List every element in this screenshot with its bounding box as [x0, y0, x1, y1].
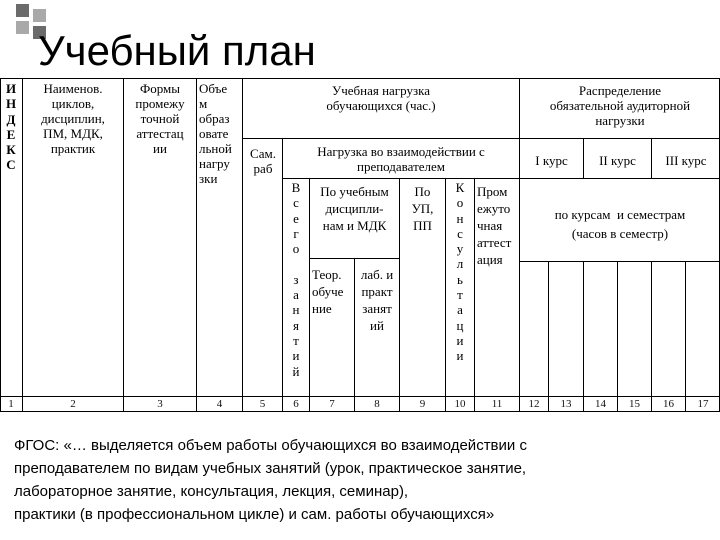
header-by-subjects: По учебным дисципли- нам и МДК — [320, 184, 389, 233]
column-number: 5 — [259, 398, 266, 410]
header-course-1: I курс — [535, 153, 568, 168]
slide-title: Учебный план — [38, 27, 316, 74]
header-interim-attestation: Пром ежуто чная аттест ация — [477, 184, 512, 267]
column-number: 14 — [595, 398, 606, 410]
column-number: 2 — [70, 398, 76, 410]
column-number: 13 — [560, 398, 572, 410]
column-number: 17 — [697, 398, 709, 410]
header-by-semesters: по курсам и семестрам (часов в семестр) — [554, 207, 686, 241]
header-education-volume: Объе м образ овате льной нагру зки — [199, 81, 232, 186]
column-number: 9 — [419, 398, 426, 410]
column-number: 12 — [528, 398, 540, 410]
header-study-load: Учебная нагрузка обучающихся (час.) — [326, 83, 436, 113]
header-teacher-interaction: Нагрузка во взаимодействии с преподавателем — [317, 144, 485, 174]
column-number: 16 — [663, 398, 674, 410]
column-number: 8 — [374, 398, 380, 410]
column-number: 7 — [329, 398, 335, 410]
fgos-quote: ФГОС: «… выделяется объем работы обучающихся во взаимодействии с преподавателем по видам учебных занятий (урок, практическое занятие, лабораторное занятие, консультация, лекция, семинар), практики (в профессиональном цикле) и сам. работы обучающихся» — [14, 437, 527, 523]
column-number: 10 — [454, 398, 466, 410]
column-number: 11 — [491, 398, 503, 410]
header-discipline-name: Наименов. циклов, дисциплин, ПМ, МДК, практик — [41, 81, 105, 156]
header-lab-practical: лаб. и практ занят ий — [360, 267, 394, 333]
header-course-2: II курс — [599, 153, 636, 168]
header-practice-up-pp: По УП, ПП — [411, 184, 434, 233]
header-total-classes: В с е г о з а н я т и й — [291, 180, 301, 379]
header-self-study: Сам. раб — [250, 146, 276, 176]
header-consultations: К о н с у л ь т а ц и и — [455, 180, 465, 364]
column-number: 6 — [293, 398, 299, 410]
column-number: 1 — [8, 398, 14, 410]
header-theory: Теор. обуче ние — [312, 267, 344, 316]
header-assessment-forms: Формы промежу точной аттестац ии — [135, 81, 185, 156]
header-index: И Н Д Е К С — [5, 81, 17, 173]
header-course-3: III курс — [665, 153, 707, 168]
column-number: 3 — [157, 398, 163, 410]
header-distribution: Распределение обязательной аудиторной нагрузки — [549, 83, 691, 128]
column-number: 4 — [216, 398, 223, 410]
column-number: 15 — [629, 398, 640, 410]
